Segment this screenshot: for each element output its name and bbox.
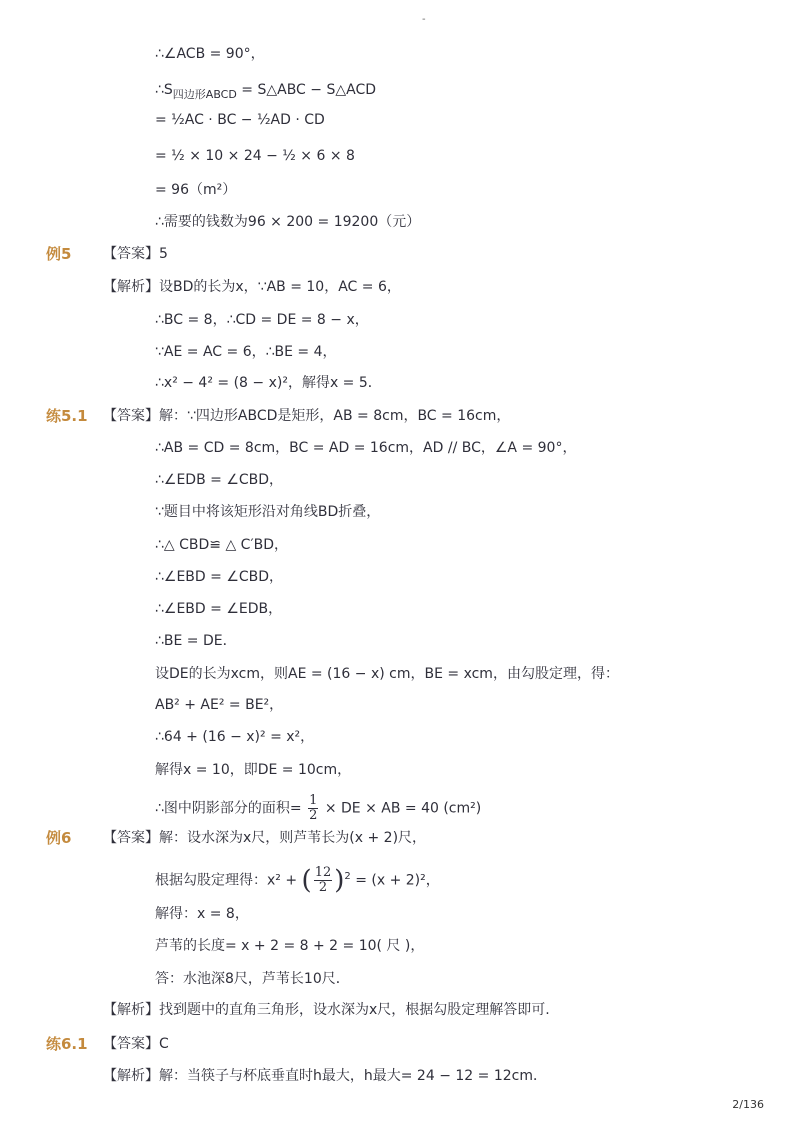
- practice-5-1-line-6: ∴∠EBD = ∠CBD，: [155, 569, 284, 585]
- example-5-analysis-2: ∴BC = 8，∴CD = DE = 8 − x，: [155, 312, 369, 328]
- example-5-analysis-4: ∴x² − 4² = (8 − x)²，解得x = 5．: [155, 375, 382, 391]
- practice-5-1-line-1: 【答案】解：∵四边形ABCD是矩形，AB = 8cm，BC = 16cm，: [103, 408, 511, 424]
- example-5-answer: 【答案】5: [103, 246, 168, 262]
- practice-5-1-line-10: AB² + AE² = BE²，: [155, 697, 284, 713]
- line-area-expand: = ½AC · BC − ½AD · CD: [155, 112, 325, 128]
- practice-5-1-line-8: ∴BE = DE．: [155, 633, 237, 649]
- line-money: ∴需要的钱数为96 × 200 = 19200（元）: [155, 214, 421, 230]
- practice-5-1-line-7: ∴∠EBD = ∠EDB，: [155, 601, 283, 617]
- area-subscript: 四边形ABCD: [172, 87, 237, 101]
- example-5-analysis-1: 【解析】设BD的长为x，∵AB = 10，AC = 6，: [103, 279, 401, 295]
- pythagoras-rhs: = (x + 2)²，: [355, 872, 440, 889]
- example-6-line-2: 根据勾股定理得：x² + ( $\frac{12}{2}$ )$^2$ = (x + 2)²，: [155, 865, 440, 896]
- pythagoras-lhs: 根据勾股定理得：x² +: [155, 872, 298, 889]
- example-6-line-1: 【答案】解：设水深为x尺，则芦苇长为(x + 2)尺，: [103, 830, 427, 846]
- line-area-result: = 96（m²）: [155, 182, 237, 198]
- line-area-formula: [155, 80, 376, 105]
- practice-5-1-line-3: ∴∠EDB = ∠CBD，: [155, 472, 284, 488]
- example-6-line-4: 芦苇的长度= x + 2 = 8 + 2 = 10( 尺 )，: [155, 938, 425, 954]
- area-rhs: = S△ABC − S△ACD: [241, 82, 376, 98]
- example-6-analysis: 【解析】找到题中的直角三角形，设水深为x尺，根据勾股定理解答即可.: [103, 1002, 550, 1018]
- top-mark: -: [422, 14, 426, 25]
- practice-6-1-analysis: 【解析】解：当筷子与杯底垂直时h最大，h最大= 24 − 12 = 12cm．: [103, 1068, 547, 1084]
- example-6-line-3: 解得：x = 8，: [155, 906, 249, 922]
- practice-5-1-line-2: ∴AB = CD = 8cm，BC = AD = 16cm，AD // BC，∠A = 90°，: [155, 440, 577, 456]
- example-6-tag: 例6: [46, 829, 72, 847]
- practice-5-1-line-11: ∴64 + (16 − x)² = x²，: [155, 729, 315, 745]
- page-number: 2/136: [732, 1098, 764, 1111]
- example-6-line-5: 答：水池深8尺，芦苇长10尺．: [155, 971, 350, 987]
- shaded-area-result: × DE × AB = 40 (cm²): [324, 800, 482, 817]
- practice-6-1-answer: 【答案】C: [103, 1036, 169, 1052]
- line-angle-acb: ∴∠ACB = 90°，: [155, 46, 265, 62]
- practice-5-1-line-12: 解得x = 10，即DE = 10cm，: [155, 762, 352, 778]
- practice-6-1-tag: 练6.1: [46, 1035, 88, 1053]
- practice-5-1-line-13: [155, 794, 481, 823]
- shaded-area-label: ∴图中阴影部分的面积=: [155, 800, 302, 817]
- area-lhs: ∴S: [155, 82, 173, 98]
- fraction-denominator: 2: [318, 880, 328, 895]
- practice-5-1-tag: 练5.1: [46, 407, 88, 425]
- practice-5-1-line-5: ∴△ CBD≌ △ C′BD，: [155, 537, 289, 553]
- line-area-numbers: = ½ × 10 × 24 − ½ × 6 × 8: [155, 148, 355, 164]
- half-fraction: $\frac{1}{2}$: [309, 793, 318, 823]
- example-5-tag: 例5: [46, 245, 72, 263]
- practice-5-1-line-9: 设DE的长为xcm，则AE = (16 − x) cm，BE = xcm，由勾股定理，得：: [155, 666, 619, 682]
- fraction-12-over-2: [314, 866, 333, 895]
- example-5-analysis-3: ∵AE = AC = 6，∴BE = 4，: [155, 344, 337, 360]
- practice-5-1-line-4: ∵题目中将该矩形沿对角线BD折叠，: [155, 504, 381, 520]
- fraction-numerator: 12: [314, 865, 332, 880]
